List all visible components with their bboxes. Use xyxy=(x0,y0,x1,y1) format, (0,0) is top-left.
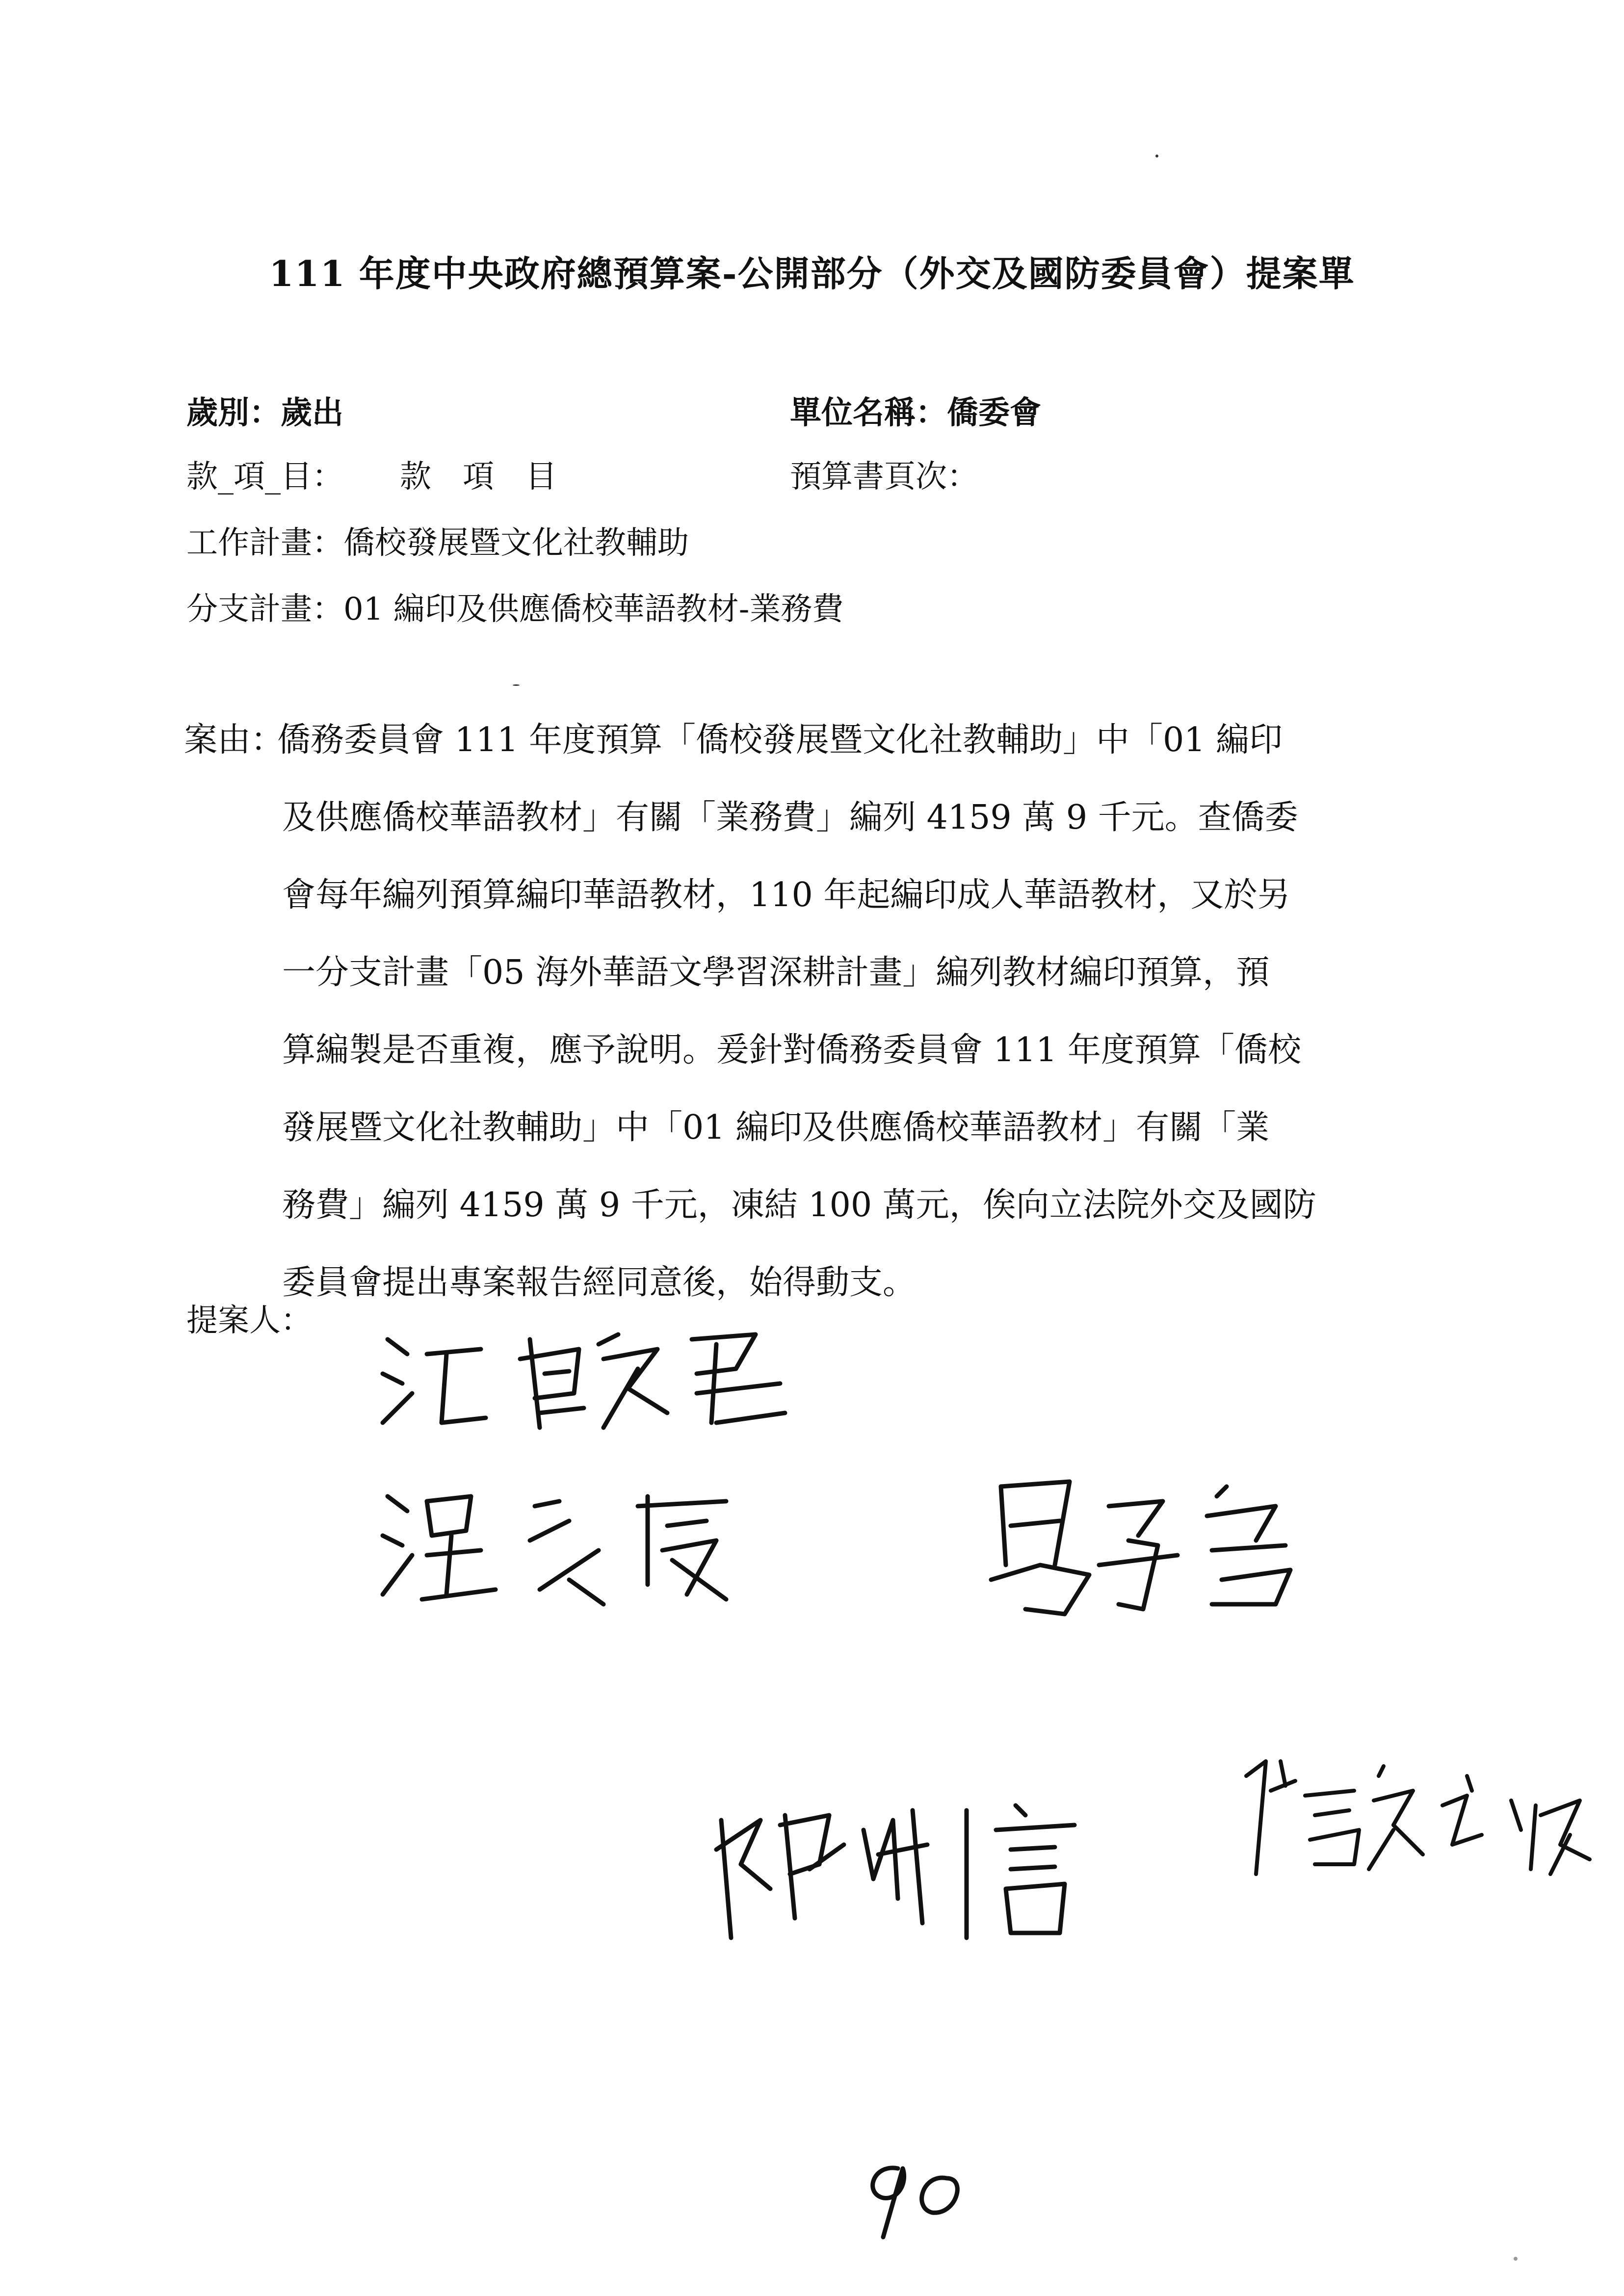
category-field: 歲別：歲出 xyxy=(186,395,343,431)
reason-line: 務費」編列 4159 萬 9 千元，凍結 100 萬元，俟向立法院外交及國防 xyxy=(282,1186,1316,1225)
budget-page-field: 預算書頁次： xyxy=(790,459,978,495)
document-title: 111 年度中央政府總預算案-公開部分（外交及國防委員會）提案單 xyxy=(269,253,1355,294)
items-value: 款 項 目 xyxy=(400,459,557,495)
reason-line: 算編製是否重複，應予說明。爰針對僑務委員會 111 年度預算「僑校 xyxy=(282,1031,1302,1070)
signature-2 xyxy=(373,1467,814,1614)
signature-5 xyxy=(1236,1747,1609,1894)
scan-speck xyxy=(1155,155,1158,157)
reason-line: 委員會提出專案報告經同意後，始得動支。 xyxy=(282,1263,917,1302)
items-label: 款_項_目： xyxy=(186,459,343,495)
unit-field: 單位名稱：僑委會 xyxy=(790,395,1041,431)
branch-plan-field: 分支計畫：01 編印及供應僑校華語教材-業務費 xyxy=(186,591,844,627)
work-plan-field: 工作計畫：僑校發展暨文化社教輔助 xyxy=(186,525,689,561)
reason-line: 一分支計畫「05 海外華語文學習深耕計畫」編列教材編印預算，預 xyxy=(282,953,1270,992)
reason-line: 發展暨文化社教輔助」中「01 編印及供應僑校華語教材」有關「業 xyxy=(282,1108,1270,1147)
signature-1 xyxy=(373,1315,814,1442)
reason-line: 及供應僑校華語教材」有關「業務費」編列 4159 萬 9 千元。查僑委 xyxy=(282,798,1298,837)
reason-line: 會每年編列預算編印華語教材，110 年起編印成人華語教材，又於另 xyxy=(282,876,1291,914)
page-number xyxy=(854,2154,971,2244)
scan-speck xyxy=(1514,2257,1518,2261)
proposer-label: 提案人： xyxy=(186,1303,312,1339)
reason-label: 案由： xyxy=(184,721,285,759)
scan-speck xyxy=(513,684,520,686)
reason-line: 僑務委員會 111 年度預算「僑校發展暨文化社教輔助」中「01 編印 xyxy=(277,721,1283,759)
reason-text xyxy=(277,702,1445,1322)
signature-3 xyxy=(981,1467,1325,1624)
signature-4 xyxy=(702,1791,1173,1953)
